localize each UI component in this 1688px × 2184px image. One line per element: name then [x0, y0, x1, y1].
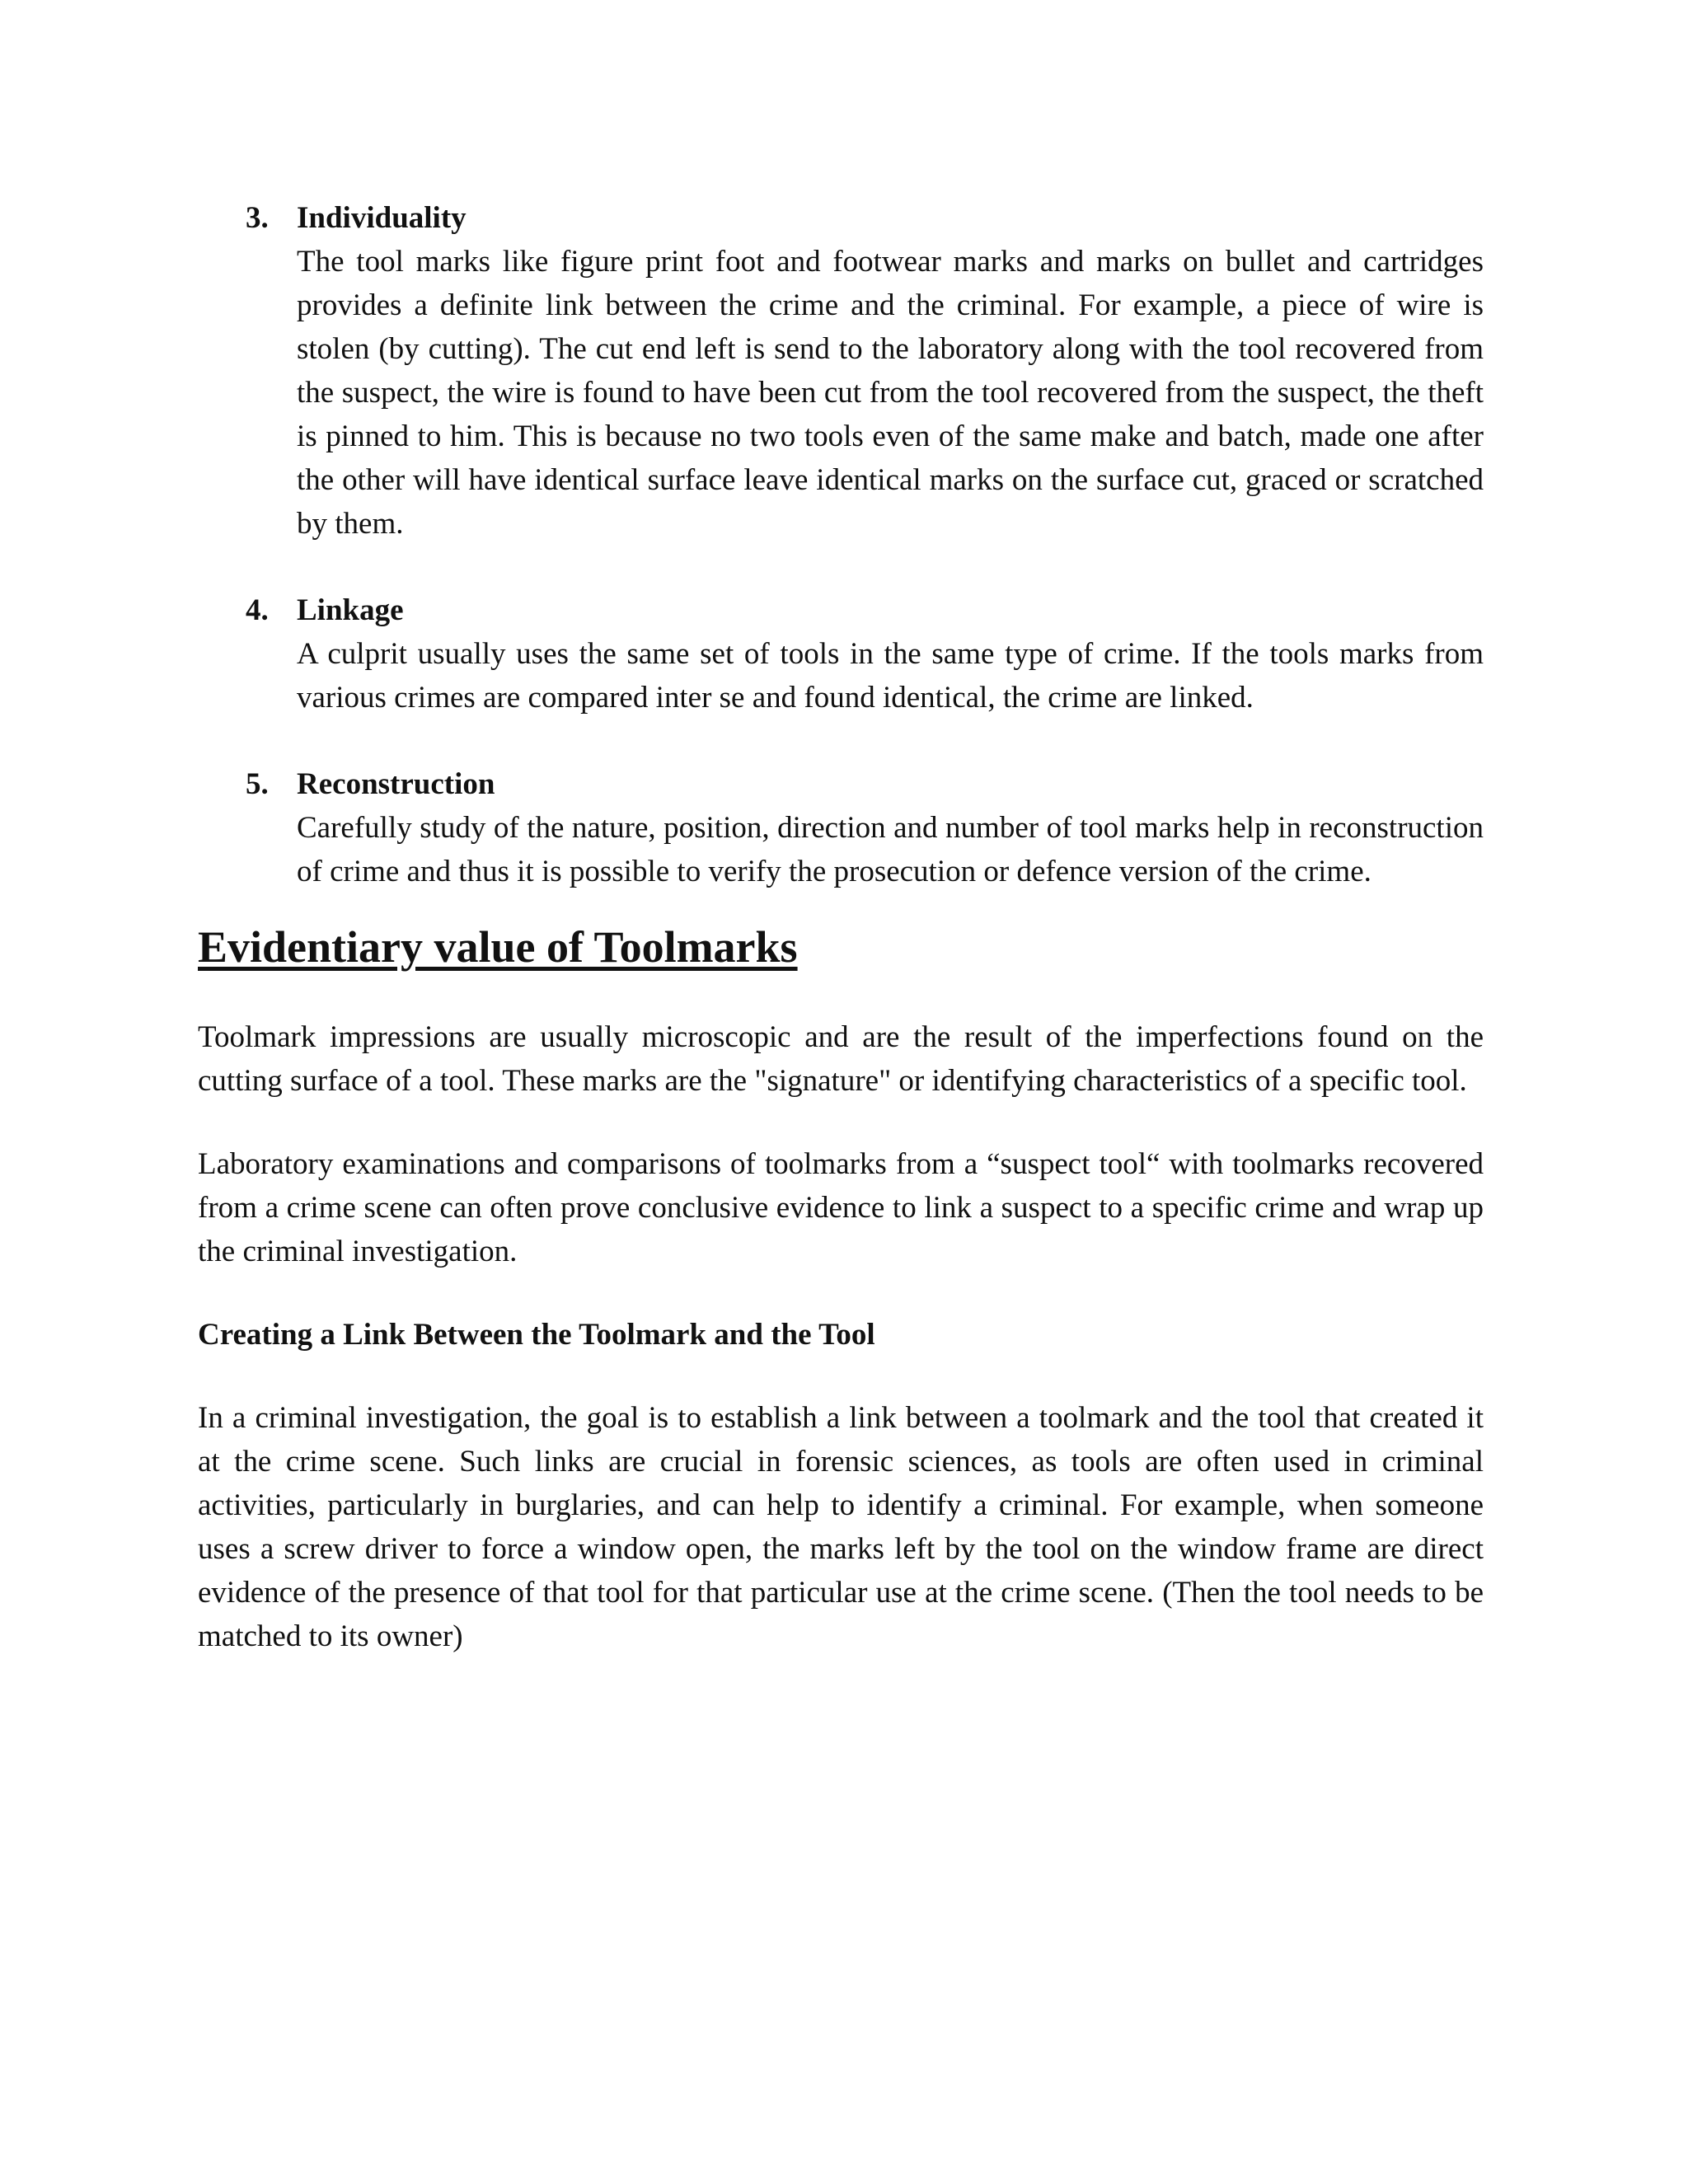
section-heading: Evidentiary value of Toolmarks	[198, 922, 798, 972]
list-item-linkage	[198, 588, 1484, 719]
list-title: Individuality	[297, 201, 467, 235]
list-item-reconstruction	[198, 762, 1484, 893]
list-text: A culprit usually uses the same set of tools in the same type of crime. If the tools marks from various crimes are compared inter se and found identical, the crime are linked.	[297, 637, 1484, 715]
list-title: Linkage	[297, 593, 404, 627]
paragraph-laboratory: Laboratory examinations and comparisons of toolmarks from a “suspect tool“ with toolmarks recovered from a crime scene can often prove conclusive evidence to link a suspect to a specific crime and wrap up the criminal investigation.	[198, 1147, 1484, 1268]
subheading-link: Creating a Link Between the Toolmark and the Tool	[198, 1318, 875, 1352]
list-text: The tool marks like figure print foot and footwear marks and marks on bullet and cartridges provides a definite link between the crime and the criminal. For example, a piece of wire is stolen (by cutting). The cut end left is send to the laboratory along with the tool recovered from the suspect, the wire is found to have been cut from the tool recovered from the suspect, the theft is pinned to him. This is because no two tools even of the same make and batch, made one after the other will have identical surface leave identical marks on the surface cut, graced or scratched by them.	[297, 245, 1484, 541]
list-number: 3.	[246, 201, 269, 235]
paragraph-signature: Toolmark impressions are usually microscopic and are the result of the imperfections found on the cutting surface of a tool. These marks are the "signature" or identifying characteristics of a specific tool.	[198, 1020, 1484, 1098]
paragraph-investigation: In a criminal investigation, the goal is to establish a link between a toolmark and the tool that created it at the crime scene. Such links are crucial in forensic sciences, as tools are often used in criminal activities, particularly in burglaries, and can help to identify a criminal. For example, when someone uses a screw driver to force a window open, the marks left by the tool on the window frame are direct evidence of the presence of that tool for that particular use at the crime scene. (Then the tool needs to be matched to its owner)	[198, 1401, 1484, 1653]
list-number: 4.	[246, 593, 269, 627]
document-page	[198, 196, 1484, 1698]
list-text: Carefully study of the nature, position, direction and number of tool marks help in reconstruction of crime and thus it is possible to verify the prosecution or defence version of the crime.	[297, 811, 1484, 888]
list-title: Reconstruction	[297, 767, 495, 801]
list-number: 5.	[246, 767, 269, 801]
list-item-individuality	[198, 196, 1484, 546]
